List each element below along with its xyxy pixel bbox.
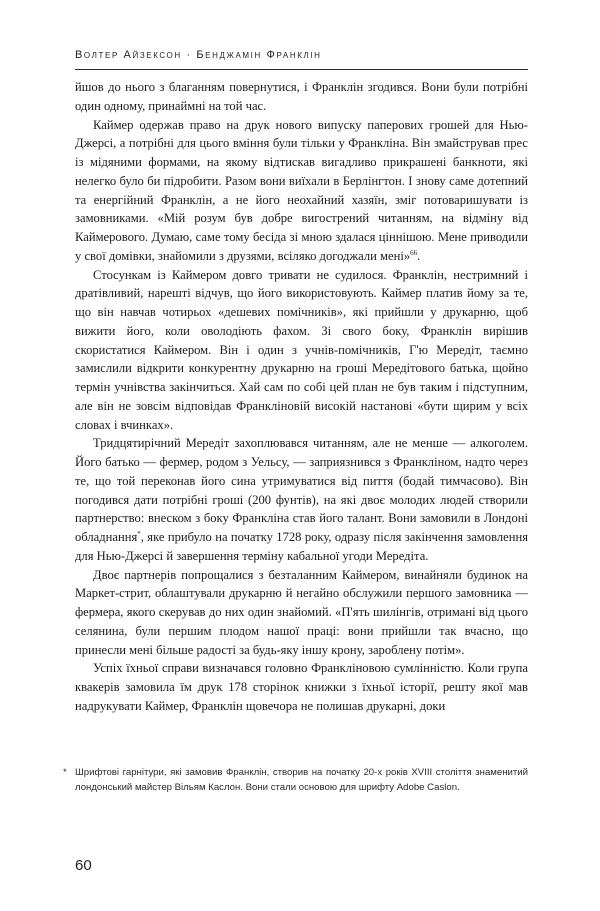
footnote-ref: * [137,530,141,538]
paragraph-5: Двоє партнерів попрощалися з безталанним Каймером, винайняли будинок на Маркет-стрит, облаштували друкарню й негайно обслужили першого замовника — фермера, якого скерував до них один знайомий. «П'ять шилінгів, отримані від цього селянина, були першим плодом нашої праці: вони прийшли так вчасно, що принесли мені більше радості за будь-яку іншу крону, зароблену потім». [75,567,528,657]
running-header: Волтер Айзексон · Бенджамін Франклін [75,49,322,61]
paragraph-2-text: Каймер одержав право на друк нового випуску паперових грошей для Нью-Джерсі, а потрібні для цього вміння були тільки у Франкліна. Він змайстрував прес із мідяними формами, на якому відтискав вигадливо прикрашені банкноти, які нелегко було би підробити. Разом вони виїхали в Берлінгтон. І знову саме дотепний та енергійний Франклін, а не його неохайний хазяїн, зміг потоваришувати із замовниками. «Мій розум був добре вигострений читанням, на відміну від Каймерового. Думаю, саме тому бесіда зі мною здалася ціннішою. Мене приводили у свої домівки, знайомили з друзями, всіляко догоджали мені» [75,117,528,263]
body-text [75,78,528,716]
header-rule [75,69,528,70]
footnote [63,765,528,795]
page-number: 60 [75,857,92,874]
footnote-mark: * [63,767,67,778]
paragraph-2: Каймер одержав право на друк нового випуску паперових грошей для Нью-Джерсі, а потрібні для цього вміння були тільки у Франкліна. Він змайстрував прес із мідяними формами, на якому відтискав вигадливо прикрашені банкноти, які нелегко було би підробити. Разом вони виїхали в Берлінгтон. І знову саме дотепний та енергійний Франклін, а не його неохайний хазяїн, зміг потоваришувати із замовниками. «Мій розум був добре вигострений читанням, на відміну від Каймерового. Думаю, саме тому бесіда зі мною здалася ціннішою. Мене приводили у свої домівки, знайомили з друзями, всіляко догоджали мені»$^{66}$. [75,117,528,263]
footnote-text: Шрифтові гарнітури, які замовив Франклін, створив на початку 20-х років XVIII століття знаменитий лондонський майстер Вільям Каслон. Вони стали основою для шрифту Adobe Caslon. [75,767,528,793]
paragraph-1: йшов до нього з благанням повернутися, і Франклін згодився. Вони були потрібні один одному, принаймні на той час. [75,80,528,113]
paragraph-4 [75,434,528,565]
paragraph-4-text-b: , яке прибуло на початку 1728 року, одразу після закінчення замовлення для Нью-Джерсі й завершення терміну кабальної угоди Мередіта. [75,530,528,563]
paragraph-6: Успіх їхньої справи визначався головно Франкліновою сумлінністю. Коли група квакерів замовила їм друк 178 сторінок книжки з їхньої історії, решту якої мав надрукувати Каймер, Франклін щовечора не полишав друкарні, доки [75,661,528,713]
endnote-ref: 66 [410,248,418,257]
paragraph-3: Стосункам із Каймером довго тривати не судилося. Франклін, нестримний і дратівливий, нарешті відчув, що його використовують. Каймер платив йому за те, що він навчав чотирьох «дешевих помічників», які прийшли у друкарню, щоб вижити його, коли оволодіють фахом. Зі свого боку, Франклін вирішив скористатися Каймером. Він і один з учнів-помічників, Г'ю Мередіт, таємно замислили відкрити конкурентну друкарню на гроші Мередітового батька, щойно термін учнівства закінчиться. Хай сам по собі цей план не був таким і підступним, але він не зовсім відповідав Франкліновій високій настанові «бути щирим у всіх словах і вчинках». [75,267,528,432]
paragraph-4-text-a: Тридцятирічний Мередіт захоплювався читанням, але не менше — алкоголем. Його батько — фермер, родом з Уельсу, — заприязнився з Франкліном, надто через те, що той переконав його сина утримуватися від пиття (бодай тимчасово). Він погодився дати потрібні гроші (200 фунтів), на які двоє молодих людей створили партнерство: внеском з боку Франкліна став його талант. Вони замовили в Лондоні обладнання [75,436,528,544]
